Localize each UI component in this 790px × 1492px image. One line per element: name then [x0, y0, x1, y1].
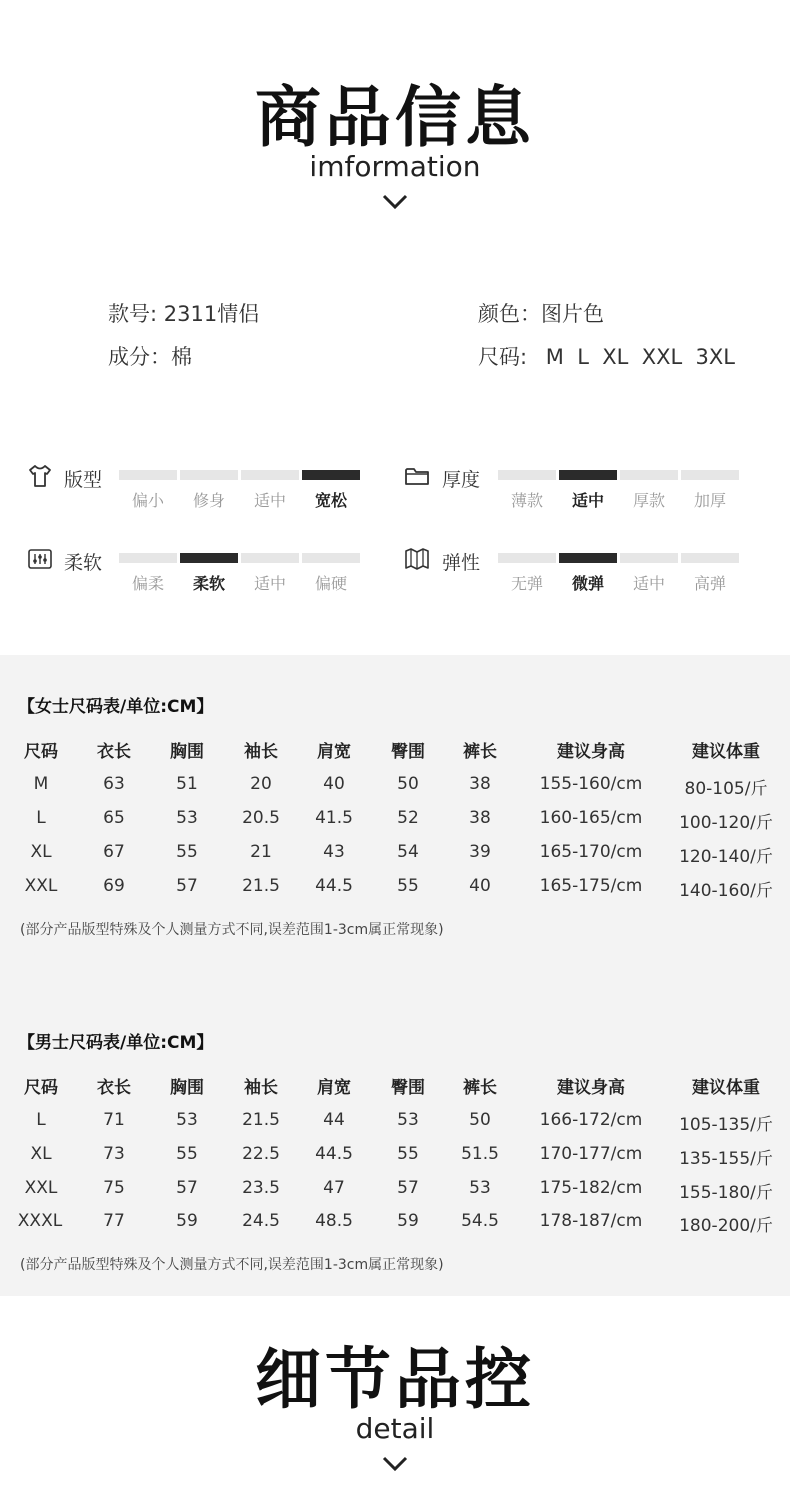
col-header: 建议体重	[692, 742, 760, 762]
attr-elasticity-scale	[498, 553, 739, 594]
color-info: 颜色：图片色	[478, 302, 604, 326]
col-header: 裤长	[463, 742, 497, 762]
sliders-icon	[27, 546, 53, 576]
table-cell: XL	[30, 1144, 52, 1164]
table-cell: 20.5	[242, 808, 280, 828]
scale-option-selected: 柔软	[192, 574, 225, 593]
scale-segment	[498, 553, 556, 563]
table-cell: 21.5	[242, 1110, 280, 1130]
table-cell: 38	[469, 808, 491, 828]
table-cell: 53	[397, 1110, 419, 1130]
men-table-note: (部分产品版型特殊及个人测量方式不同,误差范围1-3cm属正常现象)	[20, 1257, 444, 1273]
scale-option: 无弹	[510, 574, 543, 593]
table-cell: 22.5	[242, 1144, 280, 1164]
table-cell: 75	[103, 1178, 125, 1198]
table-cell: 160-165/cm	[539, 808, 643, 828]
scale-option: 薄款	[510, 491, 543, 510]
col-header: 衣长	[97, 742, 131, 762]
scale-option: 偏小	[131, 491, 164, 510]
table-cell: 80-105/斤	[684, 779, 768, 799]
table-cell: XXL	[24, 876, 58, 896]
scale-option-selected: 适中	[571, 491, 604, 510]
col-header: 裤长	[463, 1078, 497, 1098]
table-cell: 52	[397, 808, 419, 828]
table-cell: L	[36, 808, 46, 828]
scale-segment	[119, 553, 177, 563]
scale-segment	[681, 553, 739, 563]
stretch-icon	[404, 546, 430, 576]
table-cell: 57	[397, 1178, 419, 1198]
col-header: 胸围	[170, 742, 204, 762]
table-cell: 73	[103, 1144, 125, 1164]
table-cell: XXL	[24, 1178, 58, 1198]
table-cell: 59	[176, 1211, 198, 1231]
table-cell: 180-200/斤	[679, 1216, 773, 1236]
chevron-down-icon	[0, 194, 790, 214]
folder-icon	[404, 463, 430, 493]
attr-thickness-scale	[498, 470, 739, 511]
table-cell: 47	[323, 1178, 345, 1198]
table-cell: 21.5	[242, 876, 280, 896]
scale-segment-selected	[180, 553, 238, 563]
scale-option-selected: 宽松	[314, 491, 347, 510]
table-cell: 38	[469, 774, 491, 794]
scale-option: 适中	[253, 491, 286, 510]
table-cell: 39	[469, 842, 491, 862]
table-cell: 135-155/斤	[679, 1149, 773, 1169]
table-cell: 53	[469, 1178, 491, 1198]
col-header: 建议体重	[692, 1078, 760, 1098]
scale-segment	[498, 470, 556, 480]
table-cell: 165-170/cm	[539, 842, 643, 862]
table-cell: 55	[176, 1144, 198, 1164]
table-cell: 55	[176, 842, 198, 862]
col-header: 尺码	[24, 1078, 58, 1098]
attr-fit-label: 版型	[64, 469, 103, 491]
table-cell: 53	[176, 1110, 198, 1130]
table-cell: 59	[397, 1211, 419, 1231]
table-cell: 50	[397, 774, 419, 794]
table-cell: XL	[30, 842, 52, 862]
scale-segment	[681, 470, 739, 480]
attr-softness-label: 柔软	[64, 552, 103, 574]
table-cell: 21	[250, 842, 272, 862]
sizes-list: M L XL XXL 3XL	[545, 345, 735, 369]
col-header: 袖长	[244, 742, 278, 762]
col-header: 衣长	[97, 1078, 131, 1098]
table-cell: 77	[103, 1211, 125, 1231]
table-cell: 178-187/cm	[539, 1211, 643, 1231]
section-title: 商品信息	[255, 79, 535, 156]
scale-option: 偏柔	[131, 574, 164, 593]
col-header: 建议身高	[557, 1078, 625, 1098]
attr-thickness-label: 厚度	[442, 469, 481, 491]
women-table-title: 【女士尺码表/单位:CM】	[18, 697, 214, 717]
scale-segment	[241, 470, 299, 480]
table-cell: 43	[323, 842, 345, 862]
table-cell: 67	[103, 842, 125, 862]
attr-softness-scale	[119, 553, 360, 594]
scale-segment	[302, 553, 360, 563]
style-number: 款号: 2311情侣	[108, 302, 260, 326]
table-cell: 120-140/斤	[679, 847, 773, 867]
table-cell: 48.5	[315, 1211, 353, 1231]
table-cell: 44.5	[315, 1144, 353, 1164]
scale-option-selected: 微弹	[571, 574, 604, 593]
table-cell: 54	[397, 842, 419, 862]
table-cell: 71	[103, 1110, 125, 1130]
section-title: 细节品控	[255, 1341, 535, 1418]
table-cell: 54.5	[461, 1211, 499, 1231]
material-info: 成分：棉	[108, 345, 192, 369]
col-header: 臀围	[391, 1078, 425, 1098]
chevron-down-icon	[0, 1456, 790, 1476]
scale-option: 修身	[192, 491, 225, 510]
sizes-info	[478, 341, 735, 371]
table-cell: 40	[469, 876, 491, 896]
scale-option: 高弹	[693, 574, 726, 593]
table-cell: 20	[250, 774, 272, 794]
section-subtitle: imformation	[309, 150, 481, 183]
table-cell: 155-180/斤	[679, 1183, 773, 1203]
table-cell: 57	[176, 876, 198, 896]
attr-elasticity-label: 弹性	[442, 552, 481, 574]
scale-segment	[620, 470, 678, 480]
table-cell: 166-172/cm	[539, 1110, 643, 1130]
scale-option: 适中	[253, 574, 286, 593]
table-cell: 170-177/cm	[539, 1144, 643, 1164]
table-cell: 44	[323, 1110, 345, 1130]
col-header: 臀围	[391, 742, 425, 762]
col-header: 尺码	[24, 742, 58, 762]
tshirt-icon	[27, 463, 53, 493]
table-cell: 23.5	[242, 1178, 280, 1198]
table-cell: 55	[397, 1144, 419, 1164]
scale-segment-selected	[559, 470, 617, 480]
attr-fit-scale	[119, 470, 360, 511]
table-cell: 165-175/cm	[539, 876, 643, 896]
scale-option: 加厚	[693, 491, 726, 510]
scale-option: 适中	[632, 574, 665, 593]
table-cell: XXXL	[17, 1211, 63, 1231]
table-cell: 24.5	[242, 1211, 280, 1231]
table-cell: 44.5	[315, 876, 353, 896]
scale-segment	[241, 553, 299, 563]
table-cell: 105-135/斤	[679, 1115, 773, 1135]
col-header: 肩宽	[317, 1078, 351, 1098]
scale-segment	[180, 470, 238, 480]
scale-option: 厚款	[632, 491, 665, 510]
table-cell: L	[36, 1110, 46, 1130]
table-cell: M	[33, 774, 49, 794]
scale-segment-selected	[559, 553, 617, 563]
table-cell: 50	[469, 1110, 491, 1130]
scale-segment	[119, 470, 177, 480]
table-cell: 57	[176, 1178, 198, 1198]
men-table-title: 【男士尺码表/单位:CM】	[18, 1033, 214, 1053]
table-cell: 51.5	[461, 1144, 499, 1164]
table-cell: 53	[176, 808, 198, 828]
scale-segment-selected	[302, 470, 360, 480]
table-cell: 100-120/斤	[679, 813, 773, 833]
sizes-label: 尺码:	[478, 345, 528, 369]
table-cell: 51	[176, 774, 198, 794]
col-header: 肩宽	[317, 742, 351, 762]
col-header: 胸围	[170, 1078, 204, 1098]
table-cell: 175-182/cm	[539, 1178, 643, 1198]
col-header: 建议身高	[557, 742, 625, 762]
table-cell: 40	[323, 774, 345, 794]
women-table-note: (部分产品版型特殊及个人测量方式不同,误差范围1-3cm属正常现象)	[20, 922, 444, 938]
table-cell: 55	[397, 876, 419, 896]
table-cell: 63	[103, 774, 125, 794]
section-subtitle: detail	[355, 1412, 435, 1445]
table-cell: 65	[103, 808, 125, 828]
table-cell: 69	[103, 876, 125, 896]
table-cell: 155-160/cm	[539, 774, 643, 794]
table-cell: 140-160/斤	[679, 881, 773, 901]
scale-option: 偏硬	[314, 574, 347, 593]
col-header: 袖长	[244, 1078, 278, 1098]
table-cell: 41.5	[315, 808, 353, 828]
scale-segment	[620, 553, 678, 563]
